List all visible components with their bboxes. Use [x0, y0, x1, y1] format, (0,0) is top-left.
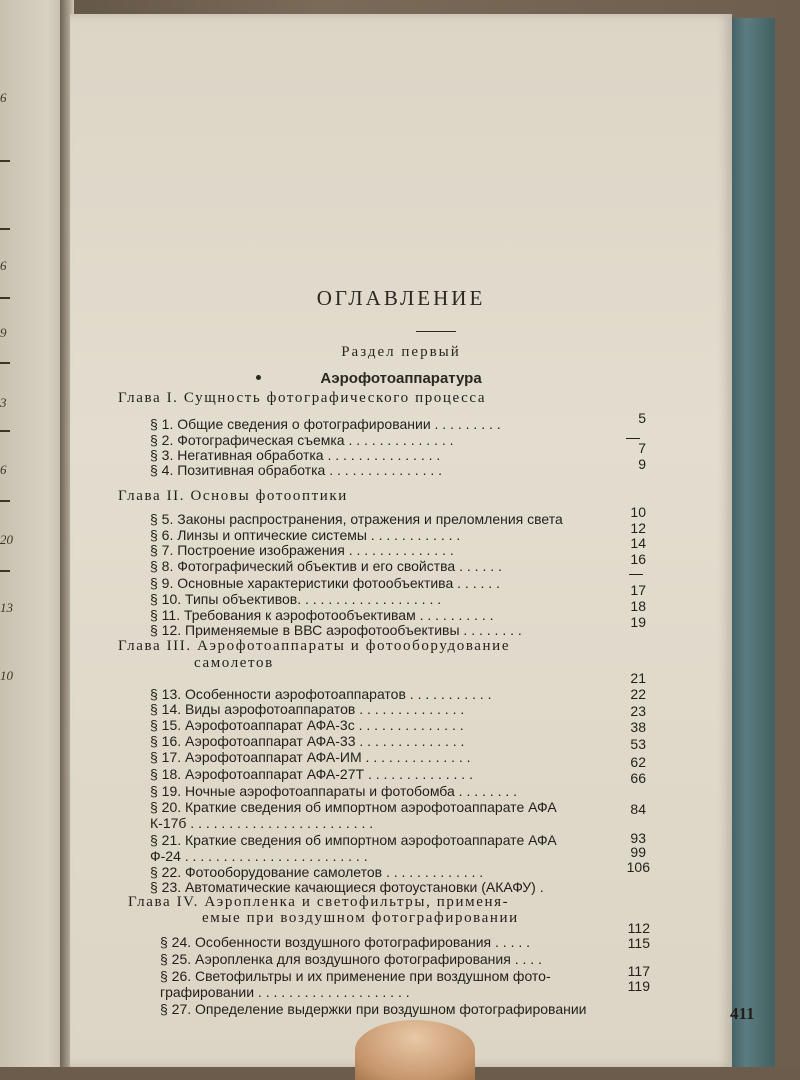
- toc-page-number: 119: [627, 978, 650, 994]
- toc-entry: § 16. Аэрофотоаппарат АФА-33 . . . . . . . . . . . . . .: [150, 733, 465, 749]
- toc-entry: графировании . . . . . . . . . . . . . . . . . . . .: [160, 984, 410, 1000]
- toc-page-number: 22: [630, 686, 646, 702]
- thumb: [355, 1020, 475, 1080]
- toc-title: ОГЛАВЛЕНИЕ: [316, 286, 486, 310]
- toc-entry: § 1. Общие сведения о фотографировании . . . . . . . . .: [150, 416, 501, 432]
- toc-page-number: 10: [630, 504, 646, 520]
- toc-page-number: 14: [630, 535, 646, 551]
- toc-page-dash: [626, 438, 640, 439]
- toc-entry: § 12. Применяемые в ВВС аэрофотообъективы . . . . . . . .: [150, 622, 522, 638]
- left-page-mark: 3: [0, 395, 7, 410]
- toc-entry: § 8. Фотографический объектив и его свойства . . . . . .: [150, 558, 502, 574]
- toc-entry: § 4. Позитивная обработка . . . . . . . . . . . . . . .: [150, 462, 443, 478]
- toc-page-number: 93: [630, 830, 646, 846]
- toc-page-number: 17: [630, 582, 646, 598]
- toc-page-number: 99: [630, 844, 646, 860]
- left-page-dash: [0, 160, 10, 162]
- left-page-dash: [0, 297, 10, 299]
- toc-entry: § 21. Краткие сведения об импортном аэрофотоаппарате АФА: [150, 832, 557, 848]
- title-rule: [416, 331, 456, 332]
- toc-entry: § 5. Законы распространения, отражения и преломления света: [150, 511, 563, 527]
- left-page-dash: [0, 500, 10, 502]
- toc-page-dash: [629, 574, 643, 575]
- toc-entry: § 27. Определение выдержки при воздушном фотографировании: [160, 1001, 587, 1017]
- toc-entry: § 19. Ночные аэрофотоаппараты и фотобомба . . . . . . . .: [150, 783, 518, 799]
- left-page-dash: [0, 228, 10, 230]
- toc-page-number: 12: [630, 520, 646, 536]
- left-page-mark: 10: [0, 668, 13, 683]
- toc-page-number: 21: [630, 670, 646, 686]
- chapter-title: Глава II. Основы фотооптики: [118, 488, 348, 504]
- toc-page-number: 23: [630, 703, 646, 719]
- toc-page-number: 106: [626, 859, 650, 875]
- toc-entry: § 15. Аэрофотоаппарат АФА-3с . . . . . . . . . . . . . .: [150, 717, 464, 733]
- toc-page-number: 18: [630, 598, 646, 614]
- toc-page-number: 117: [627, 963, 650, 979]
- chapter-title-continued: самолетов: [194, 655, 274, 671]
- chapter-title: Глава III. Аэрофотоаппараты и фотооборудование: [118, 638, 511, 654]
- toc-page-number: 53: [630, 736, 646, 752]
- toc-entry: § 13. Особенности аэрофотоаппаратов . . . . . . . . . . .: [150, 686, 492, 702]
- toc-entry: § 18. Аэрофотоаппарат АФА-27Т . . . . . . . . . . . . . .: [150, 766, 473, 782]
- toc-entry: § 2. Фотографическая съемка . . . . . . . . . . . . . .: [150, 432, 454, 448]
- toc-page-number: 38: [630, 719, 646, 735]
- left-page-mark: 6: [0, 90, 7, 105]
- left-page-mark: 6: [0, 462, 7, 477]
- toc-page-number: 5: [638, 410, 646, 426]
- section-subtitle: Аэрофотоаппаратура: [320, 370, 482, 387]
- left-page-dash: [0, 362, 10, 364]
- left-page-dash: [0, 570, 10, 572]
- toc-page-number: 115: [627, 935, 650, 951]
- left-page-mark: 13: [0, 600, 13, 615]
- toc-entry: К-17б . . . . . . . . . . . . . . . . . . . . . . . .: [150, 815, 374, 831]
- toc-page-number: 7: [638, 440, 646, 456]
- book-page: [70, 14, 755, 1067]
- toc-entry: § 22. Фотооборудование самолетов . . . . . . . . . . . . .: [150, 864, 484, 880]
- section-label: Раздел первый: [341, 344, 461, 360]
- toc-page-number: 112: [627, 920, 650, 936]
- toc-page-number: 16: [630, 551, 646, 567]
- toc-page-number: 9: [638, 456, 646, 472]
- toc-entry: § 9. Основные характеристики фотообъектива . . . . . .: [150, 575, 500, 591]
- toc-entry: § 7. Построение изображения . . . . . . . . . . . . . .: [150, 542, 454, 558]
- toc-entry: § 20. Краткие сведения об импортном аэрофотоаппарате АФА: [150, 799, 557, 815]
- toc-entry: § 26. Светофильтры и их применение при воздушном фото-: [160, 968, 551, 984]
- left-page-mark: 9: [0, 325, 7, 340]
- toc-entry: Ф-24 . . . . . . . . . . . . . . . . . . . . . . . .: [150, 848, 368, 864]
- left-page-dash: [0, 430, 10, 432]
- toc-entry: § 23. Автоматические качающиеся фотоустановки (АКАФУ) .: [150, 879, 544, 895]
- toc-entry: § 11. Требования к аэрофотообъективам . . . . . . . . . .: [150, 607, 494, 623]
- left-page-mark: 20: [0, 532, 13, 547]
- page-number: 411: [730, 1004, 755, 1023]
- toc-page-number: 84: [630, 801, 646, 817]
- chapter-title: Глава IV. Аэропленка и светофильтры, применя-: [128, 894, 510, 910]
- chapter-title: Глава I. Сущность фотографического процесса: [118, 390, 487, 406]
- toc-entry: § 10. Типы объективов. . . . . . . . . . . . . . . . . . .: [150, 591, 442, 607]
- book-cover-edge: [725, 18, 775, 1067]
- toc-entry: § 6. Линзы и оптические системы . . . . . . . . . . . .: [150, 527, 461, 543]
- toc-entry: § 25. Аэропленка для воздушного фотографирования . . . .: [160, 951, 542, 967]
- toc-page-number: 19: [630, 614, 646, 630]
- left-page-mark: 6: [0, 258, 7, 273]
- chapter-title-continued: емые при воздушном фотографировании: [202, 910, 519, 926]
- left-page-edge: [0, 0, 68, 1067]
- toc-entry: § 14. Виды аэрофотоаппаратов . . . . . . . . . . . . . .: [150, 701, 465, 717]
- toc-entry: § 17. Аэрофотоаппарат АФА-ИМ . . . . . . . . . . . . . .: [150, 749, 471, 765]
- toc-page-number: 66: [630, 770, 646, 786]
- toc-entry: § 24. Особенности воздушного фотографирования . . . . .: [160, 934, 531, 950]
- toc-page-number: 62: [630, 754, 646, 770]
- toc-entry: § 3. Негативная обработка . . . . . . . . . . . . . . .: [150, 447, 441, 463]
